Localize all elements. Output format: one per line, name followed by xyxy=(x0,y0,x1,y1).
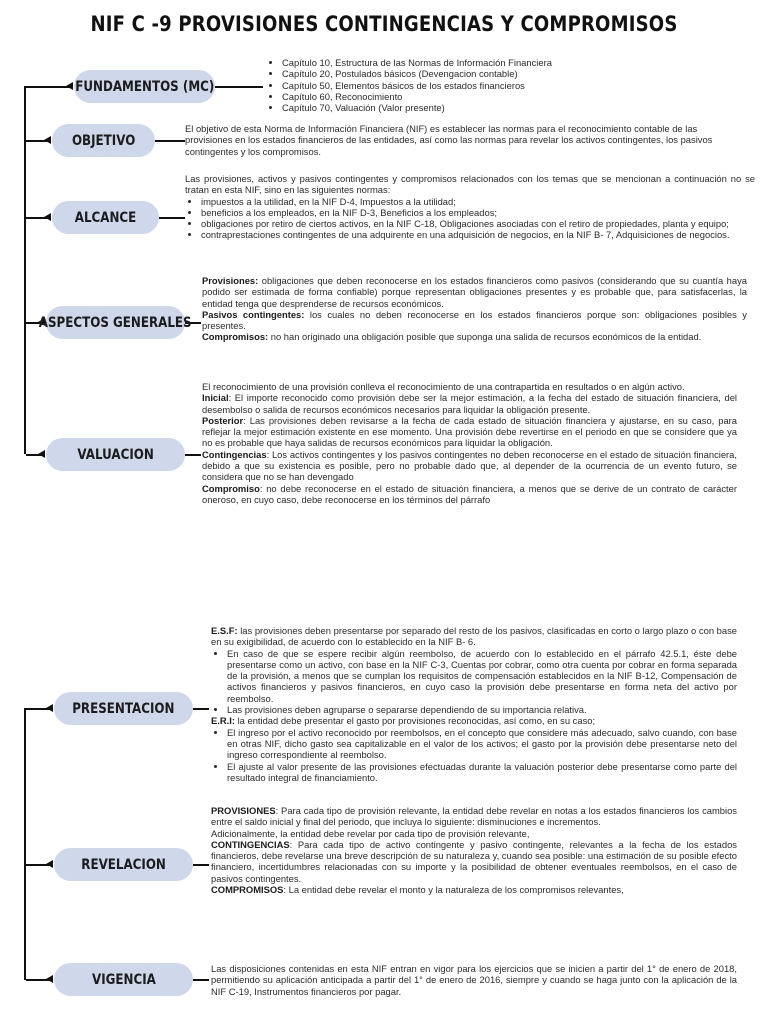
connector-vigencia-right xyxy=(193,979,209,981)
connector-objetivo-right xyxy=(155,140,185,142)
presentacion-eri xyxy=(211,715,737,726)
revelacion-provisiones xyxy=(211,805,737,828)
revelacion-contingencias xyxy=(211,839,737,884)
node-valuacion-label: VALUACION xyxy=(77,446,154,463)
node-aspectos-generales xyxy=(39,306,192,339)
revelacion-text xyxy=(211,805,737,895)
term-label: E.R.I: xyxy=(211,715,235,727)
arrow-valuacion xyxy=(38,450,45,458)
fundamentos-list xyxy=(266,57,626,113)
valuacion-compromiso xyxy=(202,483,737,506)
term-text: : Los activos contingentes y los pasivos contingentes no deben reconocerse en el estado de situación financiera, debido a que su existencia es posible, pero no probable dado que, al depender de la ocurrencia de un evento futuro, se considera que no se han devengado xyxy=(202,448,737,483)
list-item: • contraprestaciones contingentes de una adquirente en una adquisición de negocios, en la NIF B- 7, Adquisiciones de negocios. xyxy=(201,229,755,240)
list-item: • Capítulo 70, Valuación (Valor presente) xyxy=(282,102,626,113)
arrow-objetivo xyxy=(44,136,51,144)
list-item: • impuestos a la utilidad, en la NIF D-4, Impuestos a la utilidad; xyxy=(201,196,755,207)
node-objetivo xyxy=(52,124,155,157)
list-item: • En caso de que se espere recibir algún reembolso, de acuerdo con lo establecido en el párrafo 42.5.1, éste debe presentarse como un activo, con base en la NIF C-3, Cuentas por cobrar, como otra cuenta por cobrar en forma separada de la provisión, a menos que se cumplan los requisitos de compensación establecidos en la NIF B-12, Compensación de activos financieros y pasivos financieros, en cuyo caso la provisión debe presentarse en forma neta del activo por reembolso. xyxy=(227,648,737,704)
connector-spine-bottom xyxy=(24,708,26,980)
page-title: NIF C -9 PROVISIONES CONTINGENCIAS Y COMPROMISOS xyxy=(90,12,678,36)
term-text: : Para cada tipo de provisión relevante, la entidad debe revelar en notas a los estados financieros los cambios entre el saldo inicial y final del periodo, que incluya lo siguiente: disminuciones e incrementos. xyxy=(211,805,737,828)
alcance-text xyxy=(185,173,755,241)
node-presentacion-label: PRESENTACION xyxy=(72,700,175,717)
connector-revelacion-right xyxy=(193,864,209,866)
valuacion-inicial xyxy=(202,392,737,415)
node-fundamentos xyxy=(74,70,215,103)
connector-fundamentos-right xyxy=(215,86,263,88)
connector-valuacion-right xyxy=(185,454,201,456)
list-item: • Las provisiones deben agruparse o separarse dependiendo de su importancia relativa. xyxy=(227,704,737,715)
aspectos-text xyxy=(202,275,747,343)
list-item: • Capítulo 20, Postulados básicos (Devengacion contable) xyxy=(282,68,626,79)
aspectos-compromisos xyxy=(202,331,747,342)
objetivo-paragraph: El objetivo de esta Norma de Información Financiera (NIF) es establecer las normas para el reconocimiento contable de las provisiones en los estados financieros de las entidades, así como las normas para revelar los activos contingentes, los pasivos contingentes y los compromisos. xyxy=(185,123,713,157)
valuacion-intro: El reconocimiento de una provisión conlleva el reconocimiento de una contrapartida en resultados o en algún activo. xyxy=(202,381,685,392)
term-text: las provisiones deben presentarse por separado del resto de los pasivos, clasificadas en corto o largo plazo o con base en su exigibilidad, de acuerdo con lo establecido en la NIF B- 6. xyxy=(211,625,737,648)
term-label: COMPROMISOS xyxy=(211,884,284,896)
node-fundamentos-label: FUNDAMENTOS (MC) xyxy=(74,78,215,95)
vigencia-text xyxy=(211,963,737,997)
node-valuacion xyxy=(46,438,185,471)
term-label: E.S.F: xyxy=(211,625,238,636)
objetivo-text xyxy=(185,123,725,157)
arrow-presentacion xyxy=(46,704,53,712)
term-label: Provisiones: xyxy=(202,275,259,286)
term-label: PROVISIONES xyxy=(211,805,276,816)
arrow-vigencia xyxy=(46,975,53,983)
presentacion-text xyxy=(211,625,737,783)
arrow-alcance xyxy=(44,213,51,221)
node-revelacion xyxy=(54,848,193,881)
valuacion-contingencias xyxy=(202,449,737,483)
revelacion-adicional: Adicionalmente, la entidad debe revelar por cada tipo de provisión relevante, xyxy=(211,827,530,839)
term-text: los cuales no deben reconocerse en los estados financieros porque son: obligaciones posibles y presentes. xyxy=(202,308,747,332)
node-objetivo-label: OBJETIVO xyxy=(71,132,136,149)
term-text: : no debe reconocerse en el estado de situación financiera, a menos que se derive de un contrato de carácter oneroso, en cuyo caso, debe reconocerse en los términos del párrafo xyxy=(202,482,737,505)
term-label: Compromiso xyxy=(202,482,260,494)
list-item: • obligaciones por retiro de ciertos activos, en la NIF C-18, Obligaciones asociadas con el retiro de propiedades, planta y equipo; xyxy=(201,218,755,229)
revelacion-compromisos xyxy=(211,884,737,895)
term-text: la entidad debe presentar el gasto por provisiones reconocidas, así como, en su caso; xyxy=(234,715,596,727)
term-label: Contingencias xyxy=(202,448,267,460)
list-item: • Capítulo 10, Estructura de las Normas de Información Financiera xyxy=(282,57,626,68)
connector-presentacion-right xyxy=(193,708,209,710)
term-label: Posterior xyxy=(202,414,244,426)
term-text: : Las provisiones deben revisarse a la fecha de cada estado de situación financiera y ajustarse, en su caso, para reflejar la mejor estimación existente en ese momento. Una provisión debe revertirse en el periodo en que se considere que ya no es probable que haya salidas de recursos económicos para liquidar la obligación. xyxy=(202,414,737,449)
node-alcance-label: ALCANCE xyxy=(74,209,137,226)
node-aspectos-label: ASPECTOS GENERALES xyxy=(39,314,192,331)
node-vigencia xyxy=(54,963,193,996)
valuacion-text xyxy=(202,381,737,505)
term-text: : El importe reconocido como provisión debe ser la mejor estimación, a la fecha del estado de situación financiera, del desembolso o salida de recursos económicos necesarios para liquidar la obligación presente. xyxy=(202,392,737,415)
alcance-intro: Las provisiones, activos y pasivos contingentes y compromisos relacionados con los temas que se mencionan a continuación no se tratan en esta NIF, sino en las siguientes normas: xyxy=(185,173,755,196)
node-presentacion xyxy=(54,692,193,725)
vigencia-paragraph: Las disposiciones contenidas en esta NIF entran en vigor para los ejercicios que se inicien a partir del 1° de enero de 2018, permitiendo su aplicación anticipada a partir del 1° de enero de 2016, siempre y cuando se haga junto con la aplicación de la NIF C-19, Instrumentos financieros por pagar. xyxy=(211,963,737,997)
list-item: • Capítulo 50, Elementos básicos de los estados financieros xyxy=(282,80,626,91)
term-label: Inicial xyxy=(202,392,229,404)
node-vigencia-label: VIGENCIA xyxy=(91,971,156,988)
term-label: Pasivos contingentes: xyxy=(202,308,305,320)
term-text: no han originado una obligación posible que suponga una salida de recursos económicos de la entidad. xyxy=(268,331,702,343)
arrow-fundamentos xyxy=(66,82,73,90)
list-item: • El ingreso por el activo reconocido por reembolsos, en el concepto que considere más adecuado, salvo cuando, con base en otras NIF, dicho gasto sea capitalizable en el valor de los activos; el gasto por la provisión debe presentarse neto del ingreso correspondiente al reembolso. xyxy=(227,727,737,761)
term-label: CONTINGENCIAS xyxy=(211,838,290,850)
term-text: obligaciones que deben reconocerse en los estados financieros como pasivos (considerando que su cuantía haya podido ser estimada de forma confiable) porque representan obligaciones presentes y es probable que, para satisfacerlas, la entidad tenga que desprenderse de recursos económicos. xyxy=(202,275,747,309)
node-revelacion-label: REVELACION xyxy=(81,856,166,873)
list-item: • beneficios a los empleados, en la NIF D-3, Beneficios a los empleados; xyxy=(201,207,755,218)
aspectos-pasivos xyxy=(202,309,747,332)
term-label: Compromisos: xyxy=(202,331,269,343)
term-text: : La entidad debe revelar el monto y la naturaleza de los compromisos relevantes, xyxy=(283,884,624,896)
node-alcance xyxy=(52,201,159,234)
list-item: • Capítulo 60, Reconocimiento xyxy=(282,91,626,102)
term-text: : Para cada tipo de activo contingente y pasivo contingente, relevantes a la fecha de los estados financieros, debe revelarse una breve descripción de su naturaleza y, cuando sea posible: una estimación de su posible efecto financiero, incertidumbres relacionadas con su importe y la posibilidad de obtener eventuales reembolsos, en el caso de pasivos contingentes. xyxy=(211,838,737,884)
connector-alcance-right xyxy=(159,217,185,219)
list-item: • El ajuste al valor presente de las provisiones efectuadas durante la valuación posterior debe presentarse como parte del resultado integral de financiamiento. xyxy=(227,761,737,784)
aspectos-provisiones xyxy=(202,275,747,309)
arrow-revelacion xyxy=(46,860,53,868)
valuacion-posterior xyxy=(202,415,737,449)
presentacion-esf xyxy=(211,625,737,648)
